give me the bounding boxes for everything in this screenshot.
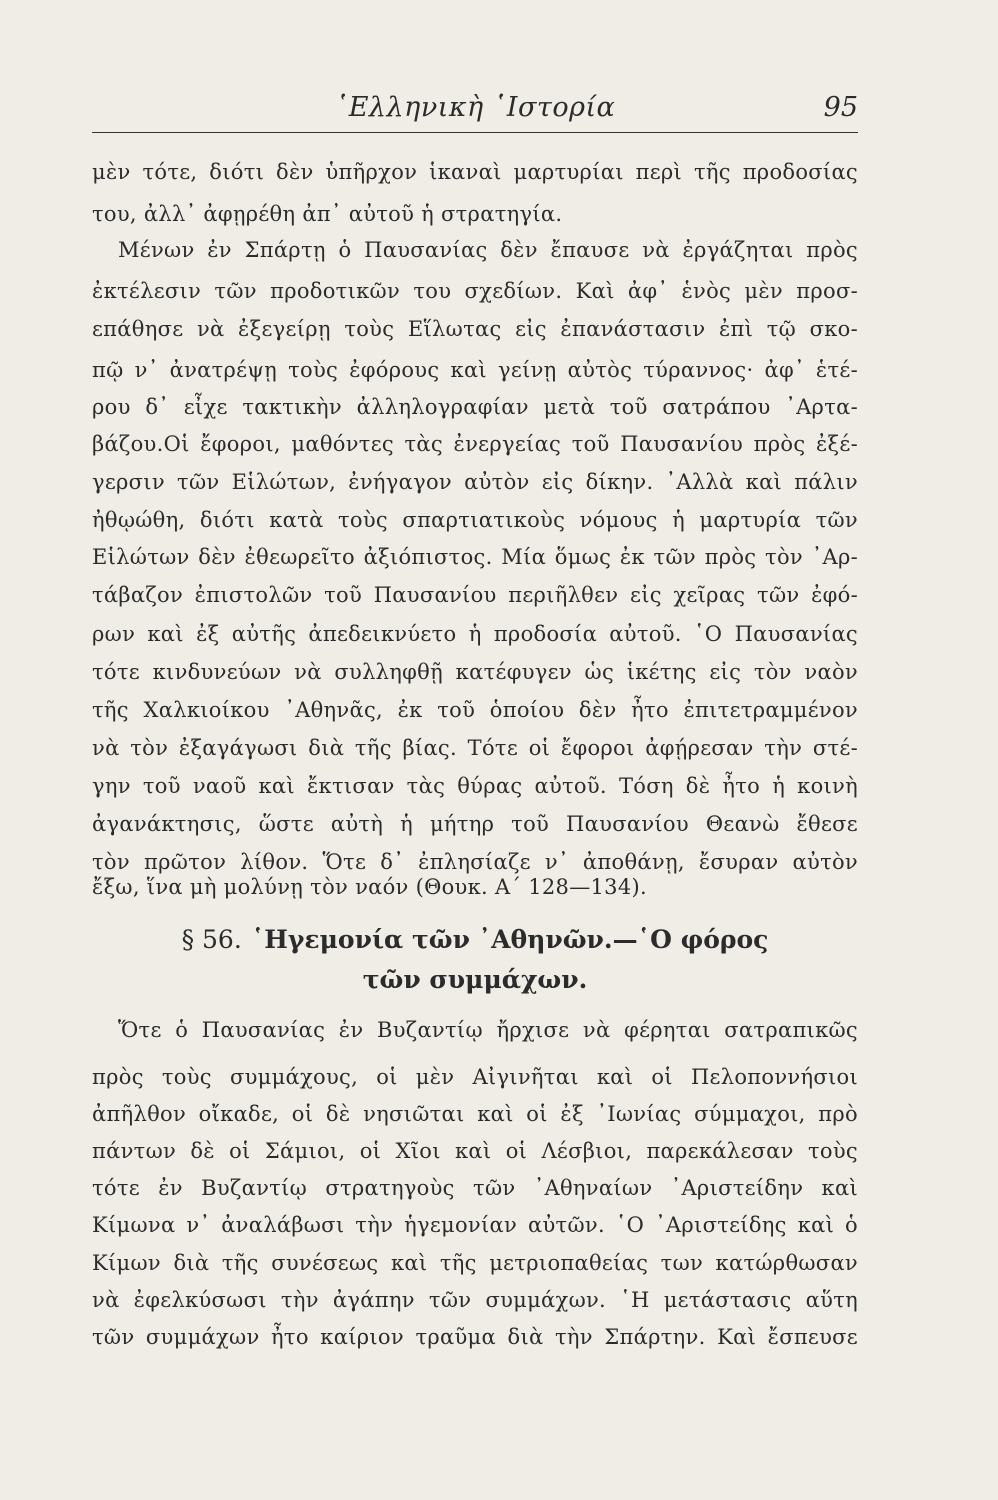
section-heading-continued <box>92 965 858 994</box>
text-line: ἐκτέλεσιν τῶν προδοτικῶν του σχεδίων. Καὶ ἀφ᾽ ἑνὸς μὲν προσ- <box>92 279 858 303</box>
text-line: Μένων ἐν Σπάρτῃ ὁ Παυσανίας δὲν ἔπαυσε νὰ ἐργάζηται πρὸς <box>118 238 858 262</box>
page-number: 95 <box>823 92 858 123</box>
text-line: τότε ἐν Βυζαντίῳ στρατηγοὺς τῶν ᾽Αθηναίων ᾽Αριστείδην καὶ <box>92 1176 858 1200</box>
text-line: ρου δ᾽ εἶχε τακτικὴν ἀλληλογραφίαν μετὰ τοῦ σατράπου ᾽Αρτα- <box>92 395 858 419</box>
running-head <box>92 92 858 132</box>
text-line: Εἱλώτων δὲν ἐθεωρεῖτο ἀξιόπιστος. Μία ὅμως ἐκ τῶν πρὸς τὸν ᾽Αρ- <box>92 545 858 569</box>
text-line: πάντων δὲ οἱ Σάμιοι, οἱ Χῖοι καὶ οἱ Λέσβιοι, παρεκάλεσαν τοὺς <box>92 1139 858 1163</box>
text-line: πῷ ν᾽ ἀνατρέψῃ τοὺς ἐφόρους καὶ γείνῃ αὐτὸς τύραννος· ἀφ᾽ ἑτέ- <box>92 358 858 382</box>
text-line: βάζου.Οἱ ἔφοροι, μαθόντες τὰς ἐνεργείας τοῦ Παυσανίου πρὸς ἐξέ- <box>92 432 858 456</box>
text-line: νὰ ἐφελκύσωσι τὴν ἀγάπην τῶν συμμάχων. ῾Η μετάστασις αὕτη <box>92 1288 858 1312</box>
text-line: τότε κινδυνεύων νὰ συλληφθῇ κατέφυγεν ὡς ἱκέτης εἰς τὸν ναὸν <box>92 660 858 684</box>
text-line: ἀγανάκτησις, ὥστε αὐτὴ ἡ μήτηρ τοῦ Παυσανίου Θεανὼ ἔθεσε <box>92 812 858 836</box>
text-line: μὲν τότε, διότι δὲν ὑπῆρχον ἱκαναὶ μαρτυρίαι περὶ τῆς προδοσίας <box>92 160 858 184</box>
text-line: τὸν πρῶτον λίθον. Ὅτε δ᾽ ἐπλησίαζε ν᾽ ἀποθάνῃ, ἔσυραν αὐτὸν <box>92 850 858 874</box>
text-line: τῶν συμμάχων ἦτο καίριον τραῦμα διὰ τὴν Σπάρτην. Καὶ ἔσπευσε <box>92 1325 858 1349</box>
text-line: γην τοῦ ναοῦ καὶ ἔκτισαν τὰς θύρας αὐτοῦ. Τόση δὲ ἦτο ἡ κοινὴ <box>92 774 858 798</box>
text-line: ἔξω, ἵνα μὴ μολύνῃ τὸν ναόν (Θουκ. Α΄ 128—134). <box>92 875 647 899</box>
section-title: τῶν συμμάχων. <box>362 965 588 994</box>
text-line: τῆς Χαλκιοίκου ᾽Αθηνᾶς, ἐκ τοῦ ὁποίου δὲν ἦτο ἐπιτετραμμένον <box>92 698 858 722</box>
text-line: ἠθῳώθη, διότι κατὰ τοὺς σπαρτιατικοὺς νόμους ἡ μαρτυρία τῶν <box>92 508 858 532</box>
text-line: Ὅτε ὁ Παυσανίας ἐν Βυζαντίῳ ἤρχισε νὰ φέρηται σατραπικῶς <box>118 1018 858 1042</box>
running-title: ῾Ελληνικὴ ῾Ιστορία <box>334 92 616 123</box>
text-line: Κίμων διὰ τῆς συνέσεως καὶ τῆς μετριοπαθείας των κατώρθωσαν <box>92 1251 858 1275</box>
text-line: Κίμωνα ν᾽ ἀναλάβωσι τὴν ἡγεμονίαν αὐτῶν. ῾Ο ᾽Αριστείδης καὶ ὁ <box>92 1213 858 1237</box>
section-title: ῾Ηγεμονία τῶν ᾽Αθηνῶν.—῾Ο φόρος <box>251 925 769 954</box>
text-line: πρὸς τοὺς συμμάχους, οἱ μὲν Αἰγινῆται καὶ οἱ Πελοποννήσιοι <box>92 1065 858 1089</box>
text-line: τάβαζον ἐπιστολῶν τοῦ Παυσανίου περιῆλθεν εἰς χεῖρας τῶν ἐφό- <box>92 583 858 607</box>
text-line: ρων καὶ ἐξ αὐτῆς ἀπεδεικνύετο ἡ προδοσία αὐτοῦ. ῾Ο Παυσανίας <box>92 622 858 646</box>
text-line: νὰ τὸν ἐξαγάγωσι διὰ τῆς βίας. Τότε οἱ ἔφοροι ἀφῄρεσαν τὴν στέ- <box>92 736 858 760</box>
text-line: του, ἀλλ᾽ ἀφῃρέθη ἀπ᾽ αὐτοῦ ἡ στρατηγία. <box>92 202 563 226</box>
section-number: § 56. <box>181 925 242 954</box>
header-rule <box>92 132 858 133</box>
text-line: γερσιν τῶν Εἱλώτων, ἐνήγαγον αὐτὸν εἰς δίκην. ᾽Αλλὰ καὶ πάλιν <box>92 470 858 494</box>
text-line: επάθησε νὰ ἐξεγείρῃ τοὺς Εἵλωτας εἰς ἐπανάστασιν ἐπὶ τῷ σκο- <box>92 317 858 341</box>
section-heading <box>92 925 858 954</box>
text-line: ἀπῆλθον οἴκαδε, οἱ δὲ νησιῶται καὶ οἱ ἐξ ᾽Ιωνίας σύμμαχοι, πρὸ <box>92 1102 858 1126</box>
